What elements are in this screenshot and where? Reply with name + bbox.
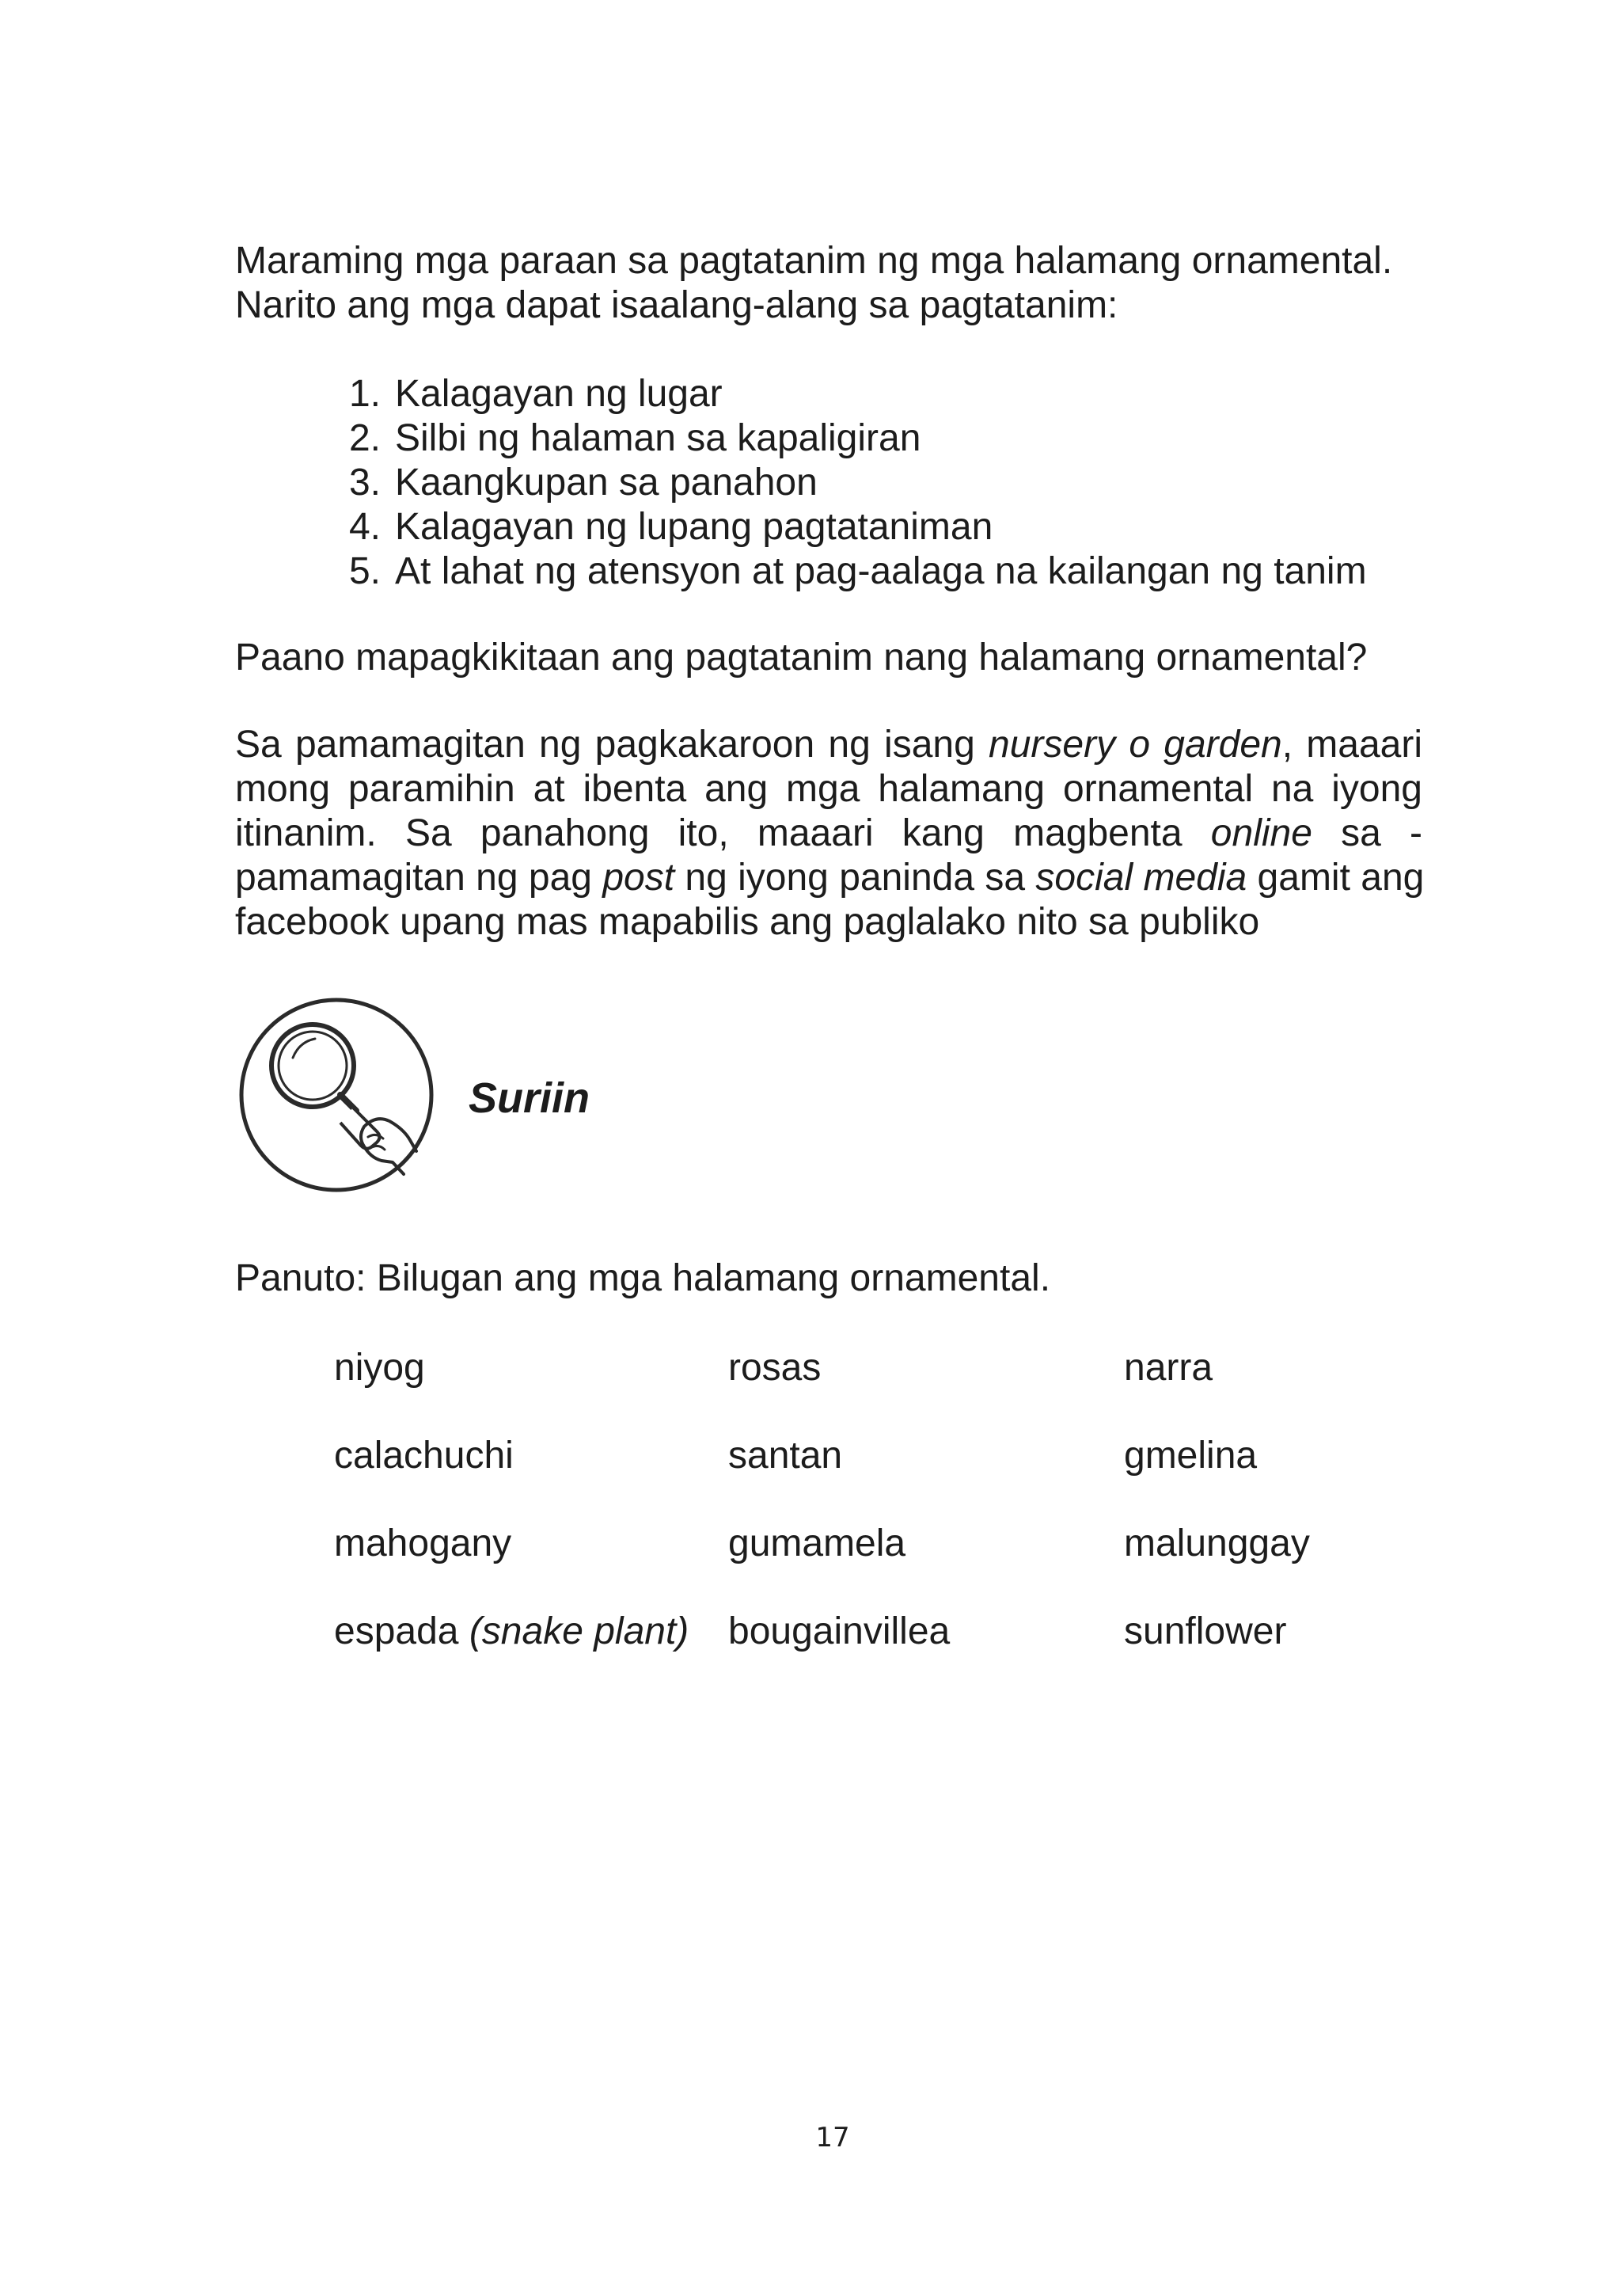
plant-item: rosas (728, 1347, 822, 1389)
plant-item: niyog (334, 1347, 425, 1389)
list-item: 2. Silbi ng halaman sa kapaligiran (348, 417, 921, 459)
plant-item: narra (1124, 1347, 1213, 1389)
plant-item: malunggay (1124, 1522, 1310, 1564)
question-text: Paano mapagkikitaan ang pagtatanim nang halamang ornamental? (235, 637, 1368, 679)
section-heading: Suriin (469, 1074, 590, 1122)
paragraph-line: facebook upang mas mapabilis ang paglalako nito sa publiko (235, 901, 1260, 943)
plant-item: sunflower (1124, 1610, 1287, 1652)
page-number: 17 (815, 2122, 850, 2153)
list-item: 3. Kaangkupan sa panahon (348, 462, 818, 504)
plant-item: espada (snake plant) (334, 1610, 689, 1652)
considerations-list (328, 372, 1367, 594)
paragraph-line: pamamagitan ng pag post ng iyong paninda sa social media gamit ang (235, 857, 1425, 899)
intro-line-1: Maraming mga paraan sa pagtatanim ng mga halamang ornamental. (235, 240, 1393, 282)
plant-item: gmelina (1124, 1435, 1258, 1477)
plant-item: bougainvillea (728, 1610, 951, 1652)
plant-item: mahogany (334, 1522, 512, 1564)
instruction-text: Panuto: Bilugan ang mga halamang ornamental. (235, 1257, 1051, 1299)
magnifying-glass-icon (237, 996, 435, 1194)
plant-item: calachuchi (334, 1435, 514, 1477)
paragraph-line: itinanim. Sa panahong ito, maaari kang magbenta online sa - (235, 812, 1423, 854)
paragraph-line: mong paramihin at ibenta ang mga halamang ornamental na iyong (235, 768, 1422, 810)
list-item: 1. Kalagayan ng lugar (348, 373, 723, 415)
list-item: 5. At lahat ng atensyon at pag-aalaga na kailangan ng tanim (348, 550, 1367, 592)
list-item: 4. Kalagayan ng lupang pagtataniman (348, 506, 993, 548)
paragraph-line: Sa pamamagitan ng pagkakaroon ng isang nursery o garden, maaari (235, 724, 1423, 766)
intro-line-2: Narito ang mga dapat isaalang-alang sa pagtatanim: (235, 284, 1118, 326)
plant-item: santan (728, 1435, 843, 1477)
answer-paragraph (235, 723, 1425, 945)
plant-item: gumamela (728, 1522, 906, 1564)
intro-text (235, 239, 1392, 328)
